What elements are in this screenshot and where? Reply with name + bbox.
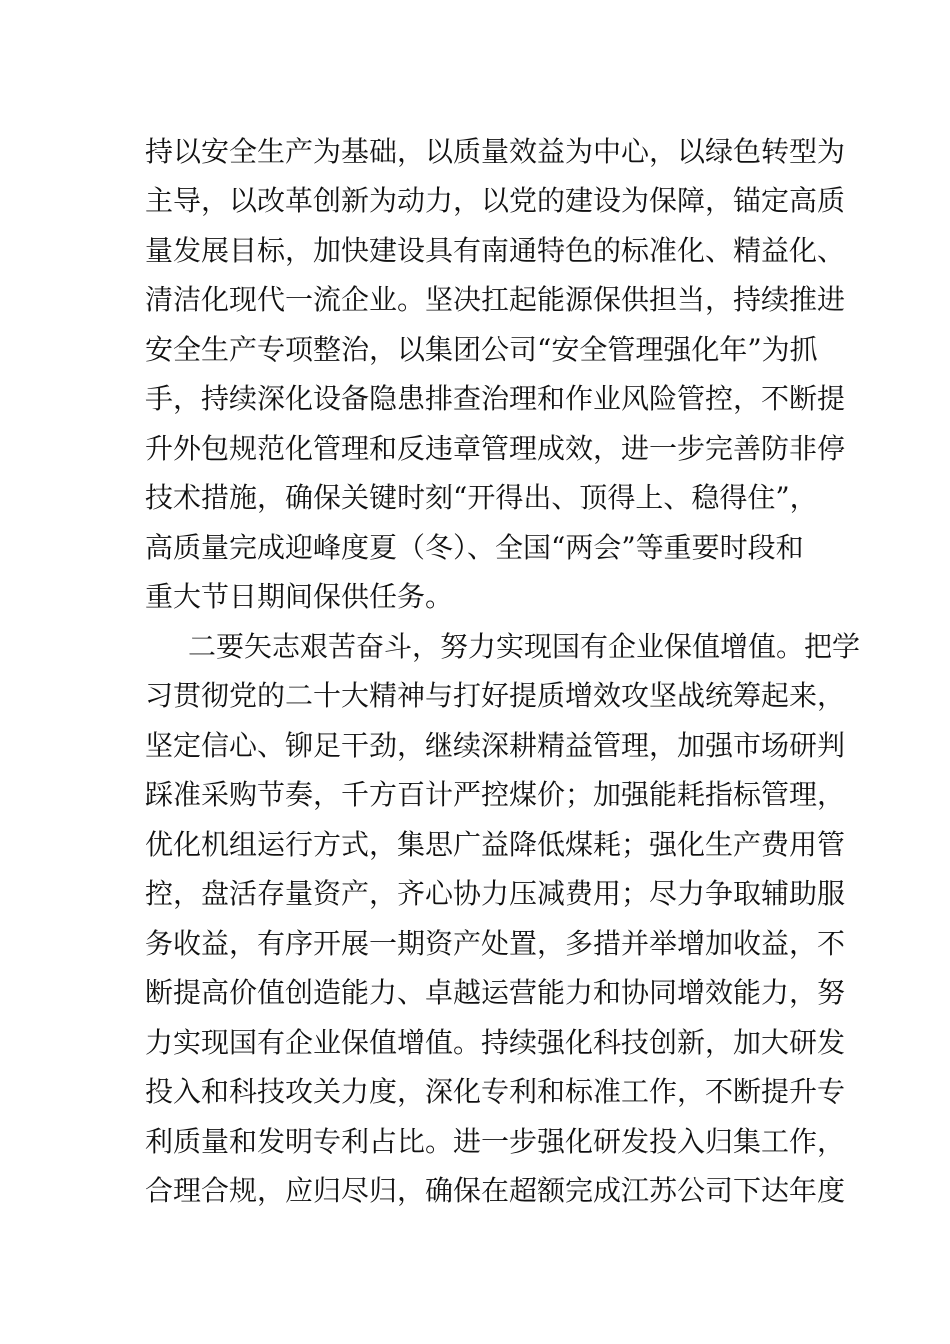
text-line: 技术措施，确保关键时刻“开得出、顶得上、稳得住”，: [145, 481, 818, 514]
text-line: 清洁化现代一流企业。坚决扛起能源保供担当，持续推进: [145, 283, 846, 316]
text-line: 投入和科技攻关力度，深化专利和标准工作，不断提升专: [145, 1075, 846, 1108]
text-line: 踩准采购节奏，千方百计严控煤价；加强能耗指标管理，: [145, 778, 846, 811]
text-line: 安全生产专项整治，以集团公司“安全管理强化年”为抓: [145, 333, 818, 366]
text-line: 优化机组运行方式，集思广益降低煤耗；强化生产费用管: [145, 828, 846, 861]
text-line: 坚定信心、铆足干劲，继续深耕精益管理，加强市场研判: [145, 729, 846, 762]
paragraph-start-line: 二要矢志艰苦奋斗，努力实现国有企业保值增值。把学: [188, 630, 861, 663]
text-line: 持以安全生产为基础，以质量效益为中心，以绿色转型为: [145, 135, 846, 168]
text-line: 务收益，有序开展一期资产处置，多措并举增加收益，不: [145, 927, 846, 960]
text-line: 升外包规范化管理和反违章管理成效，进一步完善防非停: [145, 432, 846, 465]
text-line: 手，持续深化设备隐患排查治理和作业风险管控，不断提: [145, 382, 846, 415]
text-line: 高质量完成迎峰度夏（冬）、全国“两会”等重要时段和: [145, 531, 804, 564]
text-line: 量发展目标，加快建设具有南通特色的标准化、精益化、: [145, 234, 846, 267]
text-line: 利质量和发明专利占比。进一步强化研发投入归集工作，: [145, 1125, 846, 1158]
text-line: 习贯彻党的二十大精神与打好提质增效攻坚战统筹起来，: [145, 679, 846, 712]
text-line: 断提高价值创造能力、卓越运营能力和协同增效能力，努: [145, 976, 846, 1009]
text-line: 重大节日期间保供任务。: [145, 580, 454, 613]
text-line: 合理合规，应归尽归，确保在超额完成江苏公司下达年度: [145, 1174, 846, 1207]
text-line: 力实现国有企业保值增值。持续强化科技创新，加大研发: [145, 1026, 846, 1059]
text-line: 主导，以改革创新为动力，以党的建设为保障，锚定高质: [145, 184, 846, 217]
text-line: 控，盘活存量资产，齐心协力压减费用；尽力争取辅助服: [145, 877, 846, 910]
